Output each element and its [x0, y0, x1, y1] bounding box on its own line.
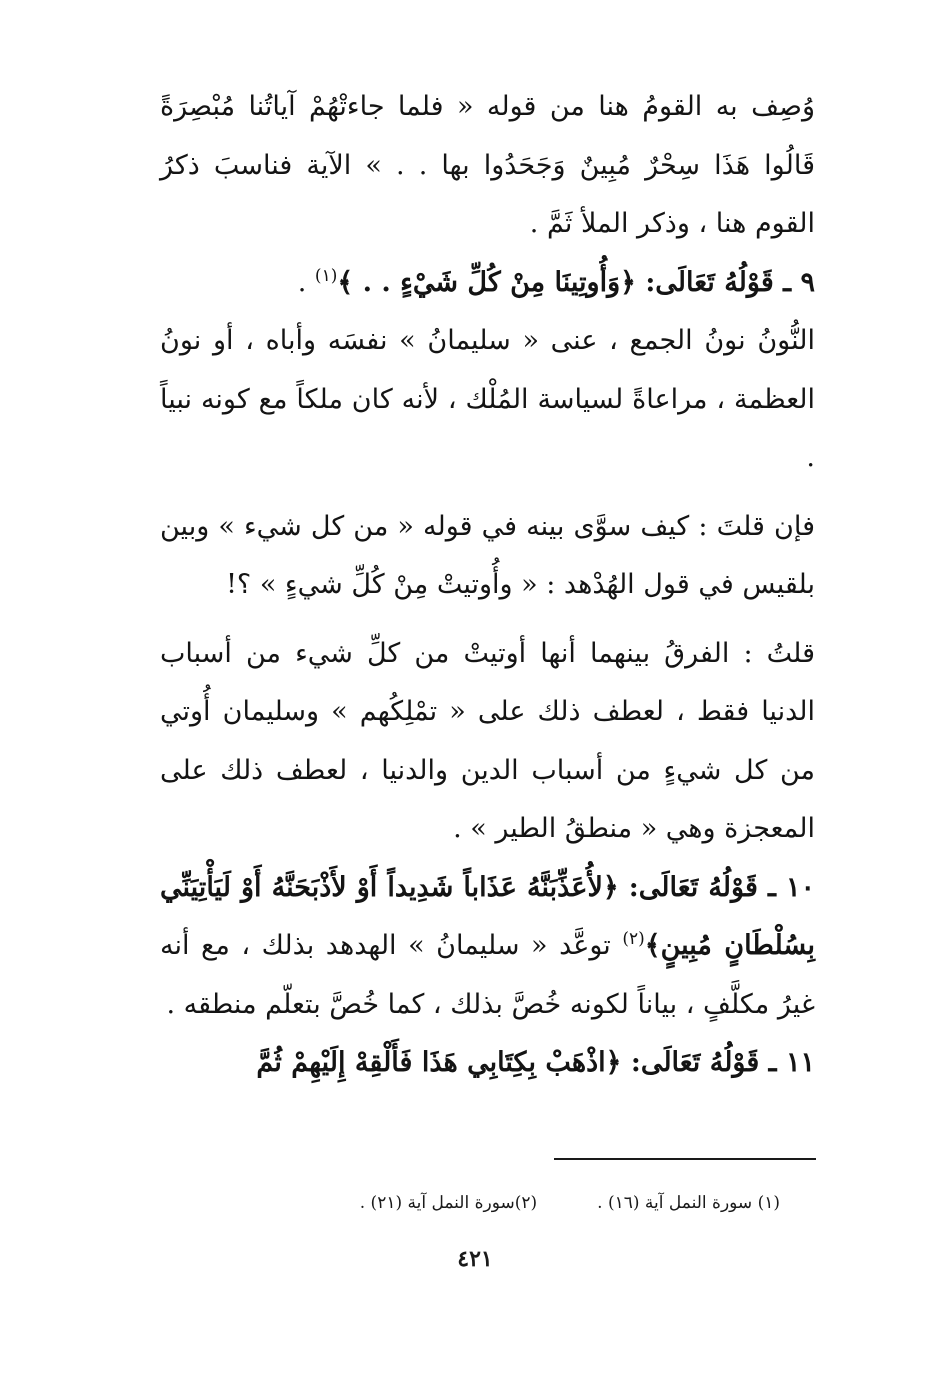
verse-11	[160, 1034, 815, 1093]
paragraph-3: فإن قلتَ : كيف سوَّى بينه في قوله « من كل شيء » وبين بلقيس في قول الهُدْهد : « وأُوتيتْ مِنْ كُلِّ شيءٍ » ؟!	[160, 510, 815, 600]
page-number: ٤٢١	[457, 1246, 493, 1272]
verse-9-tail: .	[297, 266, 315, 298]
footnote-divider	[554, 1158, 816, 1160]
paragraph-4: قلتُ : الفرقُ بينهما أنها أوتيتْ من كلِّ شيء من أسباب الدنيا فقط ، لعطف ذلك على « تمْلِكُهم » وسليمان أُوتي من كل شيءٍ من أسباب الدين والدنيا ، لعطف ذلك على المعجزة وهي « منطقُ الطير » .	[160, 637, 815, 844]
verse-10-commentary: توعَّد « سليمانُ » الهدهد بذلك ، مع أنه غيرُ مكلَّفٍ ، بياناً لكونه خُصَّ بذلك ، كما خُصَّ بتعلّم منطقه .	[160, 930, 815, 1020]
paragraph-2: النُّونُ نونُ الجمع ، عنى « سليمانُ » نفسَه وأباه ، أو نونُ العظمة ، مراعاةً لسياسة المُلْك ، لأنه كان ملكاً مع كونه نبياً .	[160, 325, 815, 473]
page-body	[160, 78, 815, 1093]
verse-11-text: ١١ ـ قَوْلُهُ تَعَالَى: ﴿اذْهَبْ بِكِتَابِي هَذَا فَأَلْقِهْ إِلَيْهِمْ ثُمَّ	[256, 1047, 815, 1078]
verse-10	[160, 859, 815, 1035]
paragraph-1: وُصِف به القومُ هنا من قوله « فلما جاءتْهُمْ آياتُنا مُبْصِرَةً قَالُوا هَذَا سِحْرٌ مُبِينٌ وَجَحَدُوا بها . . » الآية فناسبَ ذكرُ القوم هنا ، وذكر الملأ ثَمَّ .	[160, 91, 815, 239]
verse-9	[160, 254, 815, 313]
verse-9-text: ٩ ـ قَوْلُهُ تَعَالَى: ﴿وَأُوتِينَا مِنْ كُلِّ شَيْءٍ . . ﴾	[337, 266, 815, 298]
footnote-ref-1: (١)	[314, 265, 338, 286]
verse-10-text: ١٠ ـ قَوْلُهُ تَعَالَى: ﴿لأُعَذِّبَنَّهُ عَذَاباً شَدِيداً أَوْ لأَذْبَحَنَّهُ أَوْ لَيَأْتِيَنِّي بِسُلْطَانٍ مُبِينٍ﴾	[160, 871, 815, 961]
footnotes	[240, 1193, 780, 1213]
footnote-ref-2: (٢)	[622, 929, 645, 949]
footnote-2: (٢)سورة النمل آية (٢١) .	[359, 1193, 538, 1213]
footnote-1: (١) سورة النمل آية (١٦) .	[597, 1193, 780, 1213]
